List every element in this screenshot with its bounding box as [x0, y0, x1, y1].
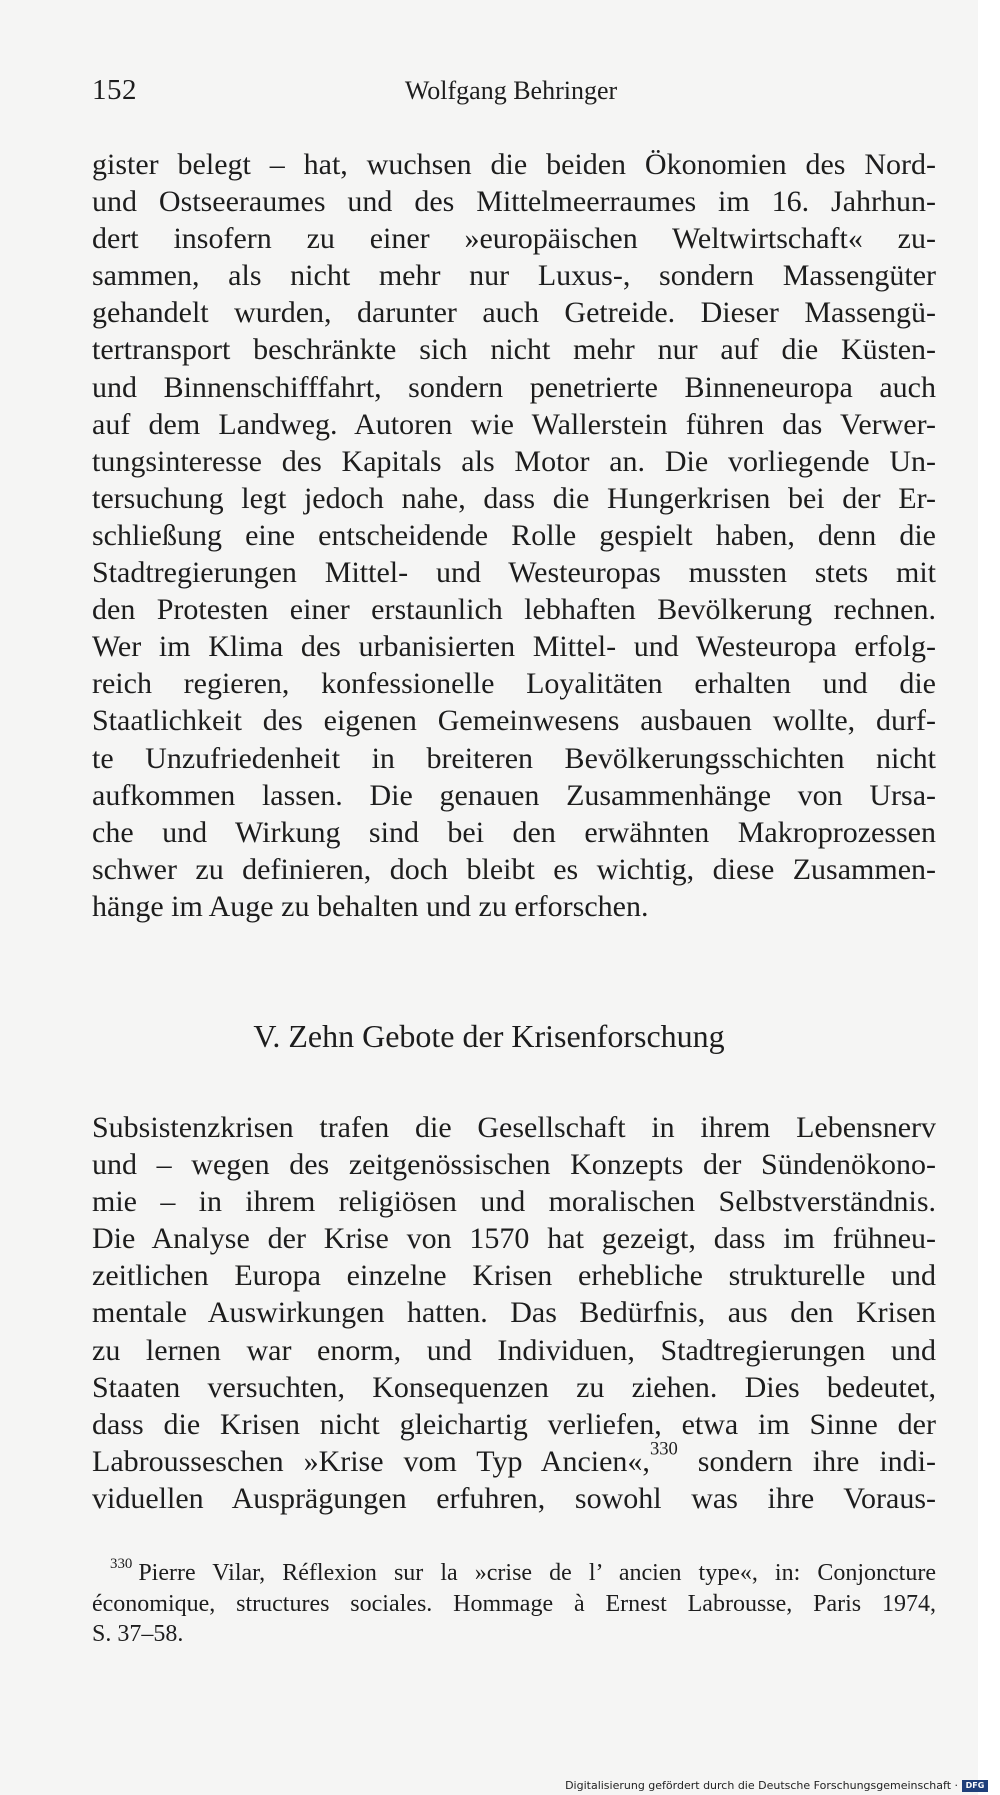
text-line: Subsistenzkrisen trafen die Gesellschaft in ihrem Lebensnerv: [92, 1111, 936, 1144]
dfg-logo-icon: DFG: [962, 1780, 988, 1792]
footnote: [92, 1558, 936, 1650]
text-line: Stadtregierungen Mittel- und Westeuropas mussten stets mit: [92, 556, 936, 590]
footnote-text: Pierre Vilar, Réflexion sur la »crise de l’ ancien type«, in: Conjoncture: [138, 1560, 936, 1586]
page-edge: [978, 0, 1000, 1795]
footnote-line: économique, structures sociales. Hommage à Ernest Labrousse, Paris 1974,: [92, 1590, 936, 1617]
footnote-line: S. 37–58.: [92, 1621, 184, 1647]
text-line: schwer zu definieren, doch bleibt es wichtig, diese Zusammen-: [92, 852, 936, 886]
text-line: gister belegt – hat, wuchsen die beiden Ökonomien des Nord-: [92, 148, 936, 181]
text-line: zu lernen war enorm, und Individuen, Stadtregierungen und: [92, 1333, 936, 1367]
page-header: [92, 74, 930, 114]
text-line: Wer im Klima des urbanisierten Mittel- und Westeuropa erfolg-: [92, 630, 936, 664]
text-line: den Protesten einer erstaunlich lebhaften Bevölkerung rechnen.: [92, 593, 936, 627]
text-line: tersuchung legt jedoch nahe, dass die Hungerkrisen bei der Er-: [92, 481, 936, 515]
text-line: te Unzufriedenheit in breiteren Bevölkerungsschichten nicht: [92, 741, 936, 775]
text-line: hänge im Auge zu behalten und zu erforschen.: [92, 889, 649, 923]
text-line-with-footnote-ref: [92, 1438, 936, 1480]
credit-text: Digitalisierung gefördert durch die Deutsche Forschungsgemeinschaft ·: [565, 1779, 958, 1792]
text-line: reich regieren, konfessionelle Loyalitäten erhalten und die: [92, 667, 936, 701]
text-line: und Binnenschifffahrt, sondern penetrierte Binneneuropa auch: [92, 370, 936, 404]
text-line: aufkommen lassen. Die genauen Zusammenhänge von Ursa-: [92, 778, 936, 812]
text-line: und Ostseeraumes und des Mittelmeerraumes im 16. Jahrhun-: [92, 185, 936, 219]
text-fragment: Labrousseschen »Krise vom Typ Ancien«,: [92, 1444, 650, 1478]
page-number: 152: [92, 74, 137, 106]
text-line: dert insofern zu einer »europäischen Weltwirtschaft« zu-: [92, 222, 936, 256]
footnote-reference: 330: [649, 1438, 678, 1460]
text-line: Die Analyse der Krise von 1570 hat gezeigt, dass im frühneu-: [92, 1222, 936, 1256]
text-line: zeitlichen Europa einzelne Krisen erhebliche strukturelle und: [92, 1259, 936, 1293]
paragraph-2: [92, 1109, 936, 1517]
running-head: Wolfgang Behringer: [404, 76, 618, 105]
text-line: mie – in ihrem religiösen und moralischen Selbstverständnis.: [92, 1185, 936, 1219]
footnote-number: 330: [110, 1556, 133, 1573]
section-heading: V. Zehn Gebote der Krisenforschung: [253, 1018, 725, 1054]
text-line: che und Wirkung sind bei den erwähnten Makroprozessen: [92, 815, 936, 849]
text-line: und – wegen des zeitgenössischen Konzepts der Sündenökono-: [92, 1148, 936, 1182]
text-line: mentale Auswirkungen hatten. Das Bedürfnis, aus den Krisen: [92, 1296, 936, 1330]
text-line: schließung eine entscheidende Rolle gespielt haben, denn die: [92, 518, 936, 552]
paragraph-1: [92, 146, 936, 925]
text-line: sammen, als nicht mehr nur Luxus-, sondern Massengüter: [92, 259, 936, 293]
text-fragment: sondern ihre indi-: [677, 1444, 936, 1478]
text-line: tertransport beschränkte sich nicht mehr nur auf die Küsten-: [92, 333, 936, 367]
footnote-line: [92, 1558, 936, 1589]
text-line: auf dem Landweg. Autoren wie Wallerstein führen das Verwer-: [92, 407, 936, 441]
text-line: Staatlichkeit des eigenen Gemeinwesens ausbauen wollte, durf-: [92, 704, 936, 738]
digitization-credit: [565, 1779, 988, 1792]
text-line: tungsinteresse des Kapitals als Motor an. Die vorliegende Un-: [92, 444, 936, 478]
text-line: gehandelt wurden, darunter auch Getreide. Dieser Massengü-: [92, 296, 936, 330]
text-line: Staaten versuchten, Konsequenzen zu ziehen. Dies bedeutet,: [92, 1370, 936, 1404]
text-line: viduellen Ausprägungen erfuhren, sowohl was ihre Voraus-: [92, 1481, 936, 1515]
text-line: dass die Krisen nicht gleichartig verliefen, etwa im Sinne der: [92, 1407, 936, 1441]
